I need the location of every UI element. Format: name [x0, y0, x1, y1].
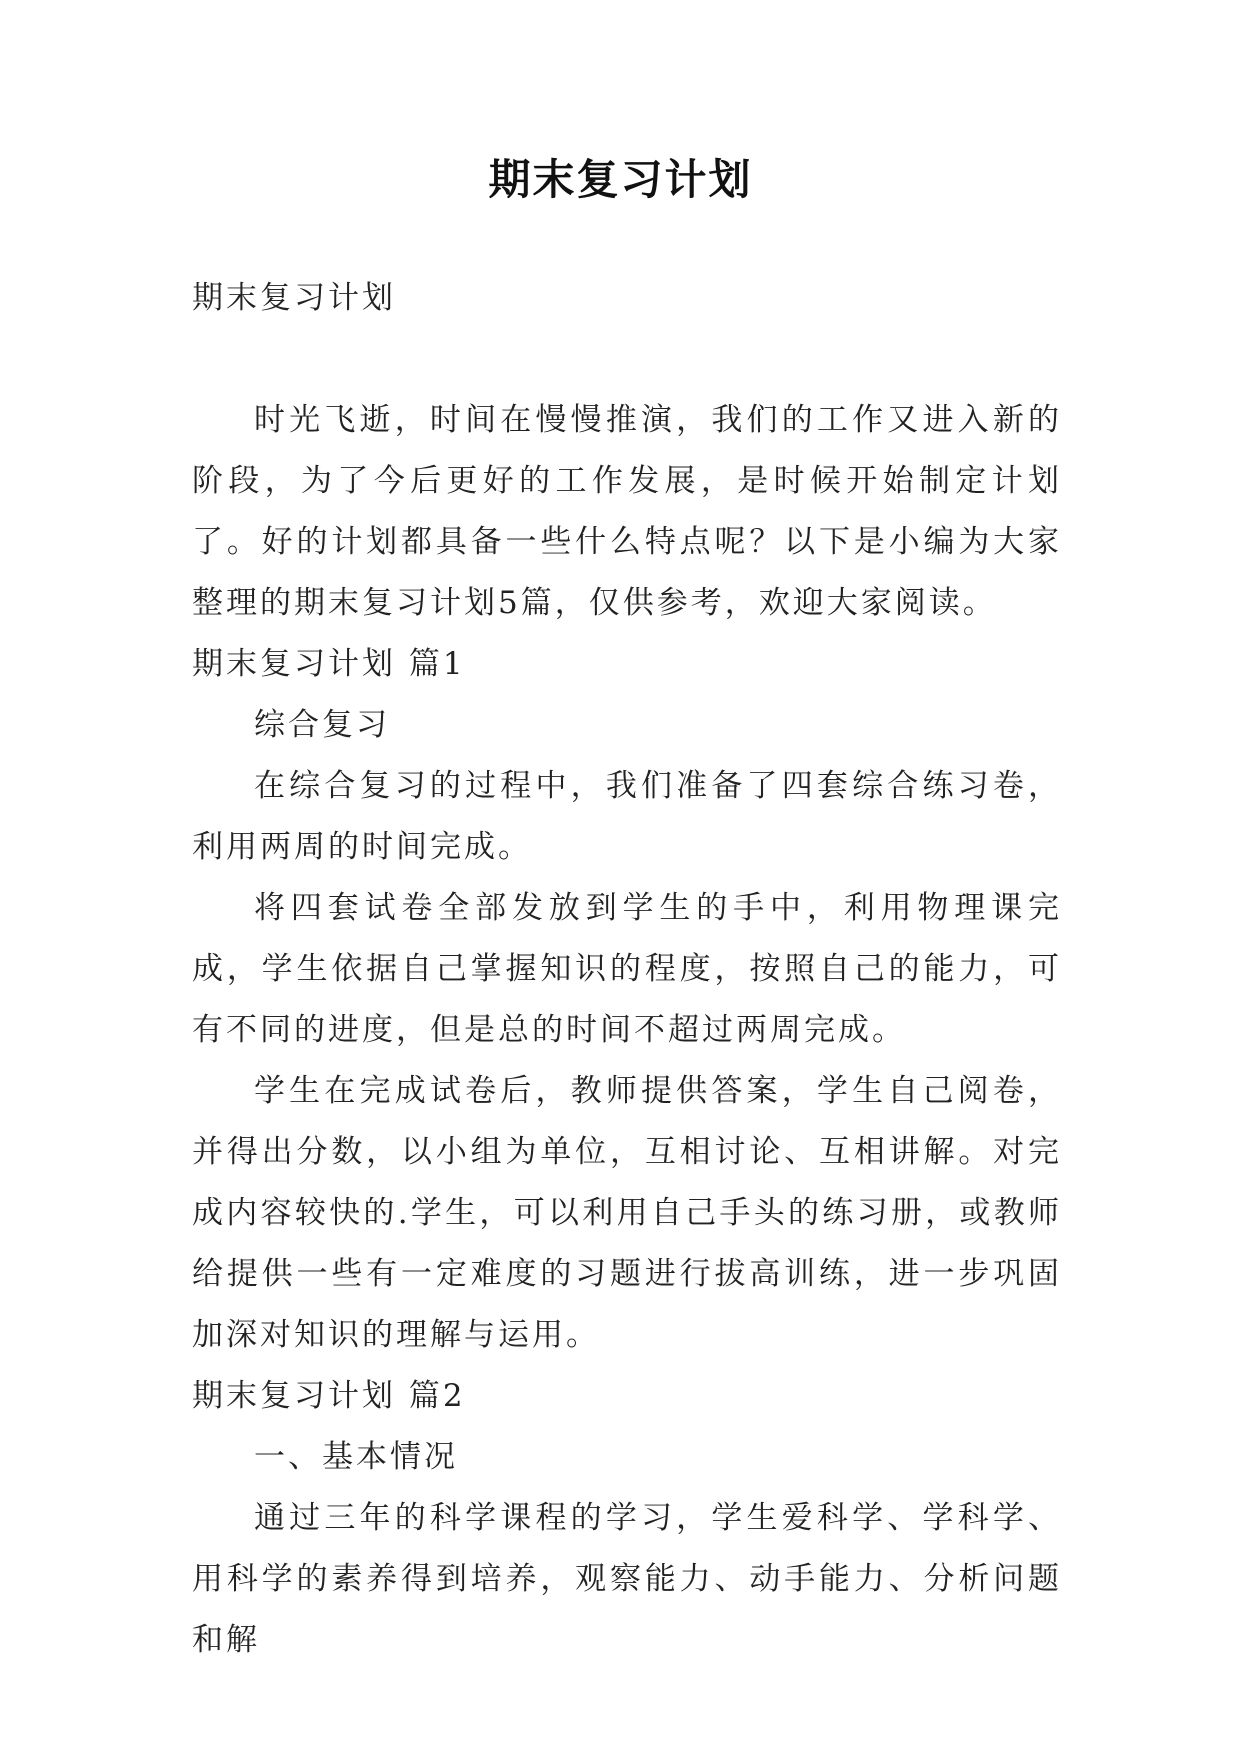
section2-paragraph: 一、基本情况 [254, 1439, 458, 1475]
document-subtitle: 期末复习计划 [192, 280, 396, 316]
intro-paragraph: 时光飞逝，时间在慢慢推演，我们的工作又进入新的阶段，为了今后更好的工作发展，是时候开始制定计划了。好的计划都具备一些什么特点呢？以下是小编为大家整理的期末复习计划5篇，仅供参考，欢迎大家阅读。 [192, 402, 1062, 621]
section1-paragraph: 将四套试卷全部发放到学生的手中，利用物理课完成，学生依据自己掌握知识的程度，按照自己的能力，可有不同的进度，但是总的时间不超过两周完成。 [192, 890, 1062, 1048]
section1-paragraph: 在综合复习的过程中，我们准备了四套综合练习卷，利用两周的时间完成。 [192, 768, 1062, 865]
section1-paragraph: 综合复习 [254, 707, 390, 743]
section1-paragraph: 学生在完成试卷后，教师提供答案，学生自己阅卷，并得出分数，以小组为单位，互相讨论、互相讲解。对完成内容较快的.学生，可以利用自己手头的练习册，或教师给提供一些有一定难度的习题进行拔高训练，进一步巩固加深对知识的理解与运用。 [192, 1073, 1062, 1353]
document-title: 期末复习计划 [488, 155, 753, 204]
section-heading-1: 期末复习计划 篇1 [192, 646, 466, 682]
section2-paragraph: 通过三年的科学课程的学习，学生爱科学、学科学、用科学的素养得到培养，观察能力、动手能力、分析问题和解 [192, 1500, 1062, 1658]
section-heading-2: 期末复习计划 篇2 [192, 1378, 466, 1414]
document-body [192, 268, 1062, 1671]
